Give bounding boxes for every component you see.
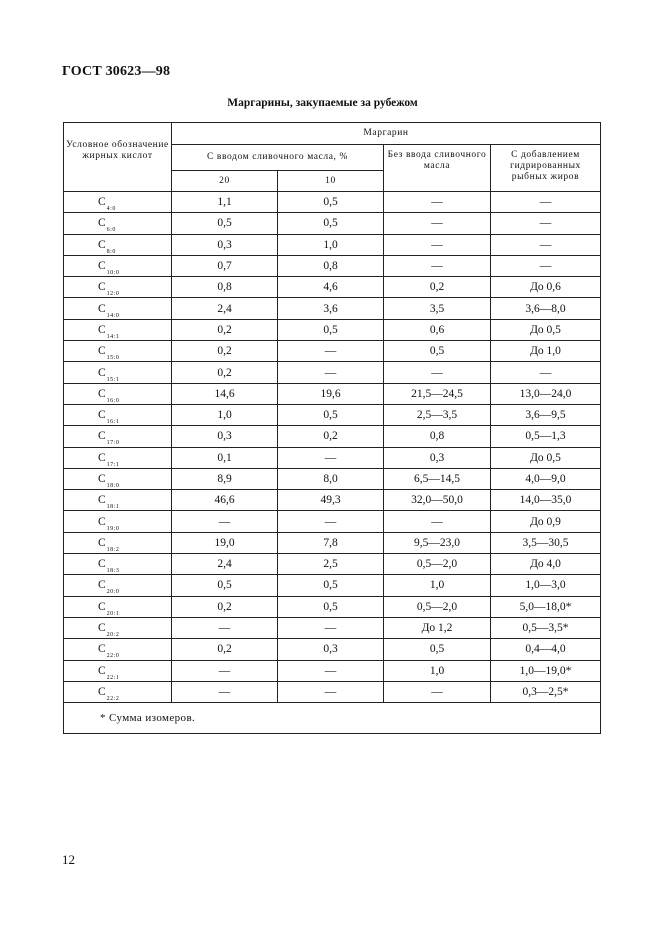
acid-symbol: C (98, 515, 106, 528)
butter-20-cell: — (172, 617, 278, 638)
table-row (64, 554, 601, 575)
butter-20-cell: 14,6 (172, 383, 278, 404)
fish-fats-cell: До 0,6 (491, 277, 601, 298)
butter-20-cell: 1,1 (172, 192, 278, 213)
butter-20-cell: 0,3 (172, 426, 278, 447)
acid-subscript: 8:0 (106, 248, 116, 255)
butter-20-cell: 46,6 (172, 490, 278, 511)
acid-symbol: C (98, 558, 106, 571)
no-butter-cell: 0,3 (384, 447, 491, 468)
butter-10-cell: — (278, 617, 384, 638)
fish-fats-cell: 1,0—3,0 (491, 575, 601, 596)
acid-cell (64, 575, 172, 596)
butter-10-cell: — (278, 447, 384, 468)
butter-10-cell: 3,6 (278, 298, 384, 319)
acid-cell (64, 255, 172, 276)
no-butter-cell: 0,5 (384, 341, 491, 362)
fish-fats-cell: 3,6—8,0 (491, 298, 601, 319)
butter-20-cell: — (172, 681, 278, 702)
table-row (64, 362, 601, 383)
no-butter-cell: — (384, 681, 491, 702)
fish-fats-cell: До 0,9 (491, 511, 601, 532)
table-row (64, 192, 601, 213)
butter-20-cell: 0,2 (172, 341, 278, 362)
acid-cell (64, 468, 172, 489)
acid-symbol: C (98, 622, 106, 635)
table-row (64, 660, 601, 681)
acid-cell (64, 532, 172, 553)
acid-cell (64, 192, 172, 213)
no-butter-cell: 0,5—2,0 (384, 596, 491, 617)
no-butter-cell: — (384, 234, 491, 255)
no-butter-cell: 0,6 (384, 319, 491, 340)
acid-subscript: 17:1 (106, 461, 120, 468)
butter-20-cell: 0,5 (172, 213, 278, 234)
butter-20-cell: 0,2 (172, 362, 278, 383)
acid-symbol: C (98, 643, 106, 656)
table-row (64, 426, 601, 447)
fish-fats-cell: До 4,0 (491, 554, 601, 575)
fish-fats-cell: 3,5—30,5 (491, 532, 601, 553)
acid-subscript: 17:0 (106, 440, 120, 447)
fatty-acid-table (63, 122, 601, 734)
fish-fats-cell: 3,6—9,5 (491, 404, 601, 425)
acid-subscript: 15:0 (106, 355, 120, 362)
fish-fats-cell: — (491, 213, 601, 234)
acid-symbol: C (98, 281, 106, 294)
butter-20-cell: 0,5 (172, 575, 278, 596)
table-row (64, 341, 601, 362)
table-row (64, 596, 601, 617)
acid-subscript: 15:1 (106, 376, 120, 383)
page-number: 12 (62, 852, 75, 867)
no-butter-cell: — (384, 213, 491, 234)
table-row (64, 255, 601, 276)
butter-10-cell: 0,5 (278, 192, 384, 213)
butter-10-cell: — (278, 681, 384, 702)
acid-symbol: C (98, 536, 106, 549)
acid-symbol: C (98, 600, 106, 613)
fish-fats-cell: — (491, 192, 601, 213)
acid-subscript: 20:2 (106, 632, 120, 639)
butter-10-cell: 0,5 (278, 404, 384, 425)
acid-symbol: C (98, 323, 106, 336)
butter-10-cell: 0,2 (278, 426, 384, 447)
table-row (64, 639, 601, 660)
table-title: Маргарины, закупаемые за рубежом (227, 97, 418, 109)
no-butter-cell: — (384, 255, 491, 276)
acid-symbol: C (98, 345, 106, 358)
butter-10-cell: 0,3 (278, 639, 384, 660)
table-row (64, 468, 601, 489)
table-body (64, 192, 601, 703)
butter-10-cell: 49,3 (278, 490, 384, 511)
no-butter-cell: — (384, 511, 491, 532)
butter-10-cell: — (278, 341, 384, 362)
acid-cell (64, 617, 172, 638)
fish-fats-cell: 0,5—3,5* (491, 617, 601, 638)
fish-fats-cell: 0,5—1,3 (491, 426, 601, 447)
acid-cell (64, 298, 172, 319)
acid-cell (64, 404, 172, 425)
acid-cell (64, 277, 172, 298)
acid-symbol: C (98, 473, 106, 485)
table-row (64, 681, 601, 702)
acid-symbol: C (98, 494, 106, 507)
no-butter-cell: — (384, 192, 491, 213)
header-margarine: Маргарин (172, 123, 601, 145)
acid-subscript: 18:0 (106, 483, 120, 489)
acid-cell (64, 511, 172, 532)
acid-subscript: 10:0 (106, 270, 120, 277)
acid-cell (64, 426, 172, 447)
fish-fats-cell: 0,3—2,5* (491, 681, 601, 702)
acid-cell (64, 490, 172, 511)
no-butter-cell: 1,0 (384, 575, 491, 596)
acid-subscript: 20:0 (106, 589, 120, 596)
no-butter-cell: 9,5—23,0 (384, 532, 491, 553)
acid-symbol: C (98, 366, 106, 379)
fish-fats-cell: До 0,5 (491, 319, 601, 340)
butter-10-cell: — (278, 660, 384, 681)
butter-20-cell: 0,7 (172, 255, 278, 276)
acid-symbol: C (98, 451, 106, 464)
acid-subscript: 18:3 (106, 568, 120, 575)
acid-cell (64, 596, 172, 617)
acid-subscript: 16:1 (106, 419, 120, 426)
header-with-butter: С вводом сливочного масла, % (172, 145, 384, 171)
butter-20-cell: 2,4 (172, 298, 278, 319)
header-without-butter: Без ввода сливочного масла (384, 145, 491, 192)
fish-fats-cell: — (491, 362, 601, 383)
acid-subscript: 22:2 (106, 695, 120, 702)
butter-10-cell: 2,5 (278, 554, 384, 575)
acid-symbol: C (98, 430, 106, 443)
butter-10-cell: 0,5 (278, 213, 384, 234)
table-row (64, 617, 601, 638)
butter-20-cell: 0,3 (172, 234, 278, 255)
butter-20-cell: 0,2 (172, 319, 278, 340)
table-row (64, 383, 601, 404)
acid-cell (64, 383, 172, 404)
butter-10-cell: 8,0 (278, 468, 384, 489)
butter-20-cell: 0,1 (172, 447, 278, 468)
butter-20-cell: 0,2 (172, 596, 278, 617)
header-acid-designation: Условное обозначение жирных кислот (64, 123, 172, 192)
butter-20-cell: 2,4 (172, 554, 278, 575)
acid-cell (64, 319, 172, 340)
no-butter-cell: 21,5—24,5 (384, 383, 491, 404)
no-butter-cell: 1,0 (384, 660, 491, 681)
fish-fats-cell: 13,0—24,0 (491, 383, 601, 404)
fish-fats-cell: — (491, 234, 601, 255)
acid-subscript: 12:0 (106, 291, 120, 298)
acid-cell (64, 447, 172, 468)
acid-symbol: C (98, 217, 106, 230)
acid-cell (64, 660, 172, 681)
acid-subscript: 14:1 (106, 333, 120, 340)
fish-fats-cell: 5,0—18,0* (491, 596, 601, 617)
no-butter-cell: 3,5 (384, 298, 491, 319)
table-row (64, 319, 601, 340)
butter-20-cell: 0,8 (172, 277, 278, 298)
acid-subscript: 18:1 (106, 504, 120, 511)
table-row (64, 447, 601, 468)
no-butter-cell: 6,5—14,5 (384, 468, 491, 489)
table-row (64, 213, 601, 234)
table-footnote: * Сумма изомеров. (64, 703, 601, 734)
table-row (64, 490, 601, 511)
fish-fats-cell: До 1,0 (491, 341, 601, 362)
acid-cell (64, 341, 172, 362)
acid-symbol: C (98, 260, 106, 273)
header-butter-10: 10 (278, 171, 384, 192)
acid-subscript: 18:2 (106, 546, 120, 553)
butter-20-cell: 1,0 (172, 404, 278, 425)
acid-subscript: 4:0 (106, 206, 116, 213)
table-row (64, 234, 601, 255)
table-row (64, 404, 601, 425)
acid-symbol: C (98, 409, 106, 422)
butter-20-cell: 19,0 (172, 532, 278, 553)
butter-10-cell: 0,8 (278, 255, 384, 276)
table-row (64, 298, 601, 319)
butter-10-cell: — (278, 511, 384, 532)
fish-fats-cell: 14,0—35,0 (491, 490, 601, 511)
acid-subscript: 6:0 (106, 227, 116, 234)
fish-fats-cell: 0,4—4,0 (491, 639, 601, 660)
acid-subscript: 20:1 (106, 610, 120, 617)
acid-symbol: C (98, 685, 106, 698)
fish-fats-cell: 1,0—19,0* (491, 660, 601, 681)
no-butter-cell: 0,8 (384, 426, 491, 447)
fish-fats-cell: 4,0—9,0 (491, 468, 601, 489)
acid-cell (64, 213, 172, 234)
acid-cell (64, 554, 172, 575)
acid-subscript: 22:0 (106, 653, 120, 660)
no-butter-cell: 0,5—2,0 (384, 554, 491, 575)
acid-cell (64, 681, 172, 702)
acid-symbol: C (98, 579, 106, 592)
acid-symbol: C (98, 238, 106, 251)
acid-subscript: 22:1 (106, 674, 120, 681)
table-row (64, 575, 601, 596)
acid-cell (64, 639, 172, 660)
acid-subscript: 14:0 (106, 312, 120, 319)
acid-symbol: C (98, 196, 106, 209)
table-row (64, 532, 601, 553)
acid-cell (64, 234, 172, 255)
butter-10-cell: — (278, 362, 384, 383)
document-header: ГОСТ 30623—98 (62, 64, 171, 79)
acid-subscript: 16:0 (106, 397, 120, 404)
no-butter-cell: 32,0—50,0 (384, 490, 491, 511)
butter-10-cell: 0,5 (278, 319, 384, 340)
butter-20-cell: — (172, 660, 278, 681)
acid-symbol: C (98, 664, 106, 677)
acid-symbol: C (98, 387, 106, 400)
butter-10-cell: 1,0 (278, 234, 384, 255)
no-butter-cell: — (384, 362, 491, 383)
butter-10-cell: 19,6 (278, 383, 384, 404)
butter-10-cell: 4,6 (278, 277, 384, 298)
butter-10-cell: 0,5 (278, 575, 384, 596)
header-with-fish-fats: С добавлением гидрированных рыбных жиров (491, 145, 601, 192)
header-butter-20: 20 (172, 171, 278, 192)
no-butter-cell: 2,5—3,5 (384, 404, 491, 425)
no-butter-cell: До 1,2 (384, 617, 491, 638)
butter-20-cell: — (172, 511, 278, 532)
fish-fats-cell: До 0,5 (491, 447, 601, 468)
no-butter-cell: 0,5 (384, 639, 491, 660)
table-row (64, 511, 601, 532)
fish-fats-cell: — (491, 255, 601, 276)
butter-20-cell: 8,9 (172, 468, 278, 489)
butter-10-cell: 7,8 (278, 532, 384, 553)
butter-20-cell: 0,2 (172, 639, 278, 660)
acid-cell (64, 362, 172, 383)
table-row (64, 277, 601, 298)
acid-subscript: 19:0 (106, 525, 120, 532)
butter-10-cell: 0,5 (278, 596, 384, 617)
acid-symbol: C (98, 302, 106, 315)
no-butter-cell: 0,2 (384, 277, 491, 298)
